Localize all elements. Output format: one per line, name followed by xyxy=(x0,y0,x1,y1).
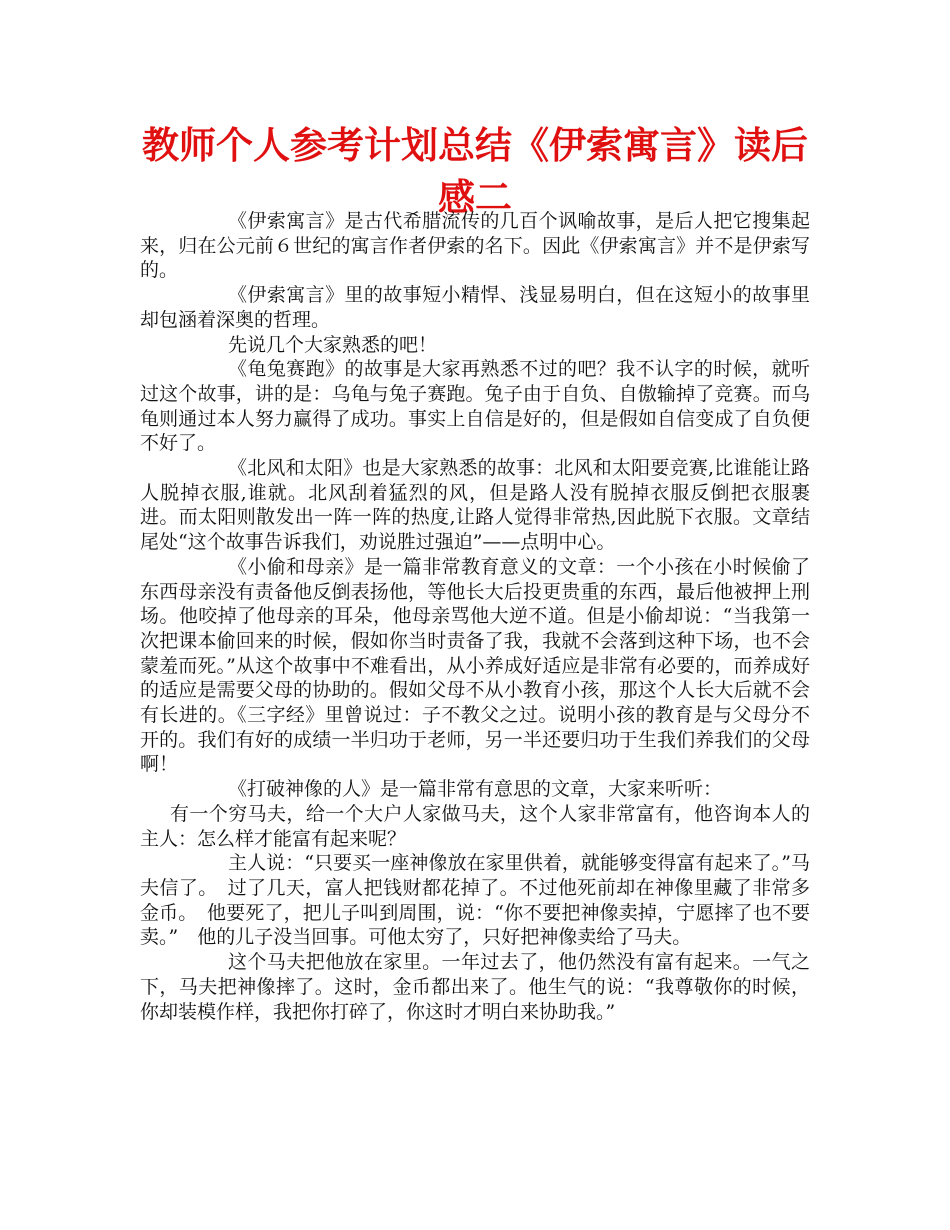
paragraph-north-wind-sun: 《北风和太阳》也是大家熟悉的故事：北风和太阳要竞赛,比谁能让路人脱掉衣服,谁就。北风刮着猛烈的风，但是路人没有脱掉衣服反倒把衣服裹进。而太阳则散发出一阵一阵的热度,让路人觉得非常热,因此脱下衣服。文章结尾处“这个故事告诉我们，劝说胜过强迫”——点明中心。 xyxy=(140,457,810,554)
paragraph-intro: 《伊索寓言》是古代希腊流传的几百个讽喻故事，是后人把它搜集起来，归在公元前６世纪的寓言作者伊索的名下。因此《伊索寓言》并不是伊索写的。 xyxy=(140,210,810,282)
document-body xyxy=(140,209,810,1024)
paragraph-idol-broken: 这个马夫把他放在家里。一年过去了，他仍然没有富有起来。一气之下，马夫把神像摔了。这时，金币都出来了。他生气的说：“我尊敬你的时候，你却装模作样，我把你打碎了，你这时才明白来协助我。” xyxy=(140,951,810,1023)
paragraph-tortoise-hare: 《龟兔赛跑》的故事是大家再熟悉不过的吧？我不认字的时候，就听过这个故事，讲的是：乌龟与兔子赛跑。兔子由于自负、自傲输掉了竞赛。而乌龟则通过本人努力赢得了成功。事实上自信是好的，但是假如自信变成了自负便不好了。 xyxy=(140,358,810,455)
document-title: 教师个人参考计划总结《伊索寓言》读后感二 xyxy=(142,124,808,219)
paragraph-lead-in: 先说几个大家熟悉的吧！ xyxy=(228,333,438,356)
paragraph-summary: 《伊索寓言》里的故事短小精悍、浅显易明白，但在这短小的故事里却包涵着深奥的哲理。 xyxy=(140,284,810,331)
paragraph-master-advice: 主人说：“只要买一座神像放在家里供着，就能够变得富有起来了。”马夫信了。 过了几天，富人把钱财都花掉了。不过他死前却在神像里藏了非常多金币。 他要死了，把儿子叫到周围，说：“你不要把神像卖掉，宁愿摔了也不要卖。” 他的儿子没当回事。可他太穷了，只好把神像卖给了马夫。 xyxy=(140,852,810,949)
paragraph-idol-breaker-intro: 《打破神像的人》是一篇非常有意思的文章，大家来听听： xyxy=(228,778,723,801)
paragraph-poor-groom: 有一个穷马夫，给一个大户人家做马夫，这个人家非常富有，他咨询本人的主人：怎么样才能富有起来呢？ xyxy=(140,802,810,850)
paragraph-thief-mother: 《小偷和母亲》是一篇非常教育意义的文章：一个小孩在小时候偷了东西母亲没有责备他反倒表扬他，等他长大后投更贵重的东西，最后他被押上刑场。他咬掉了他母亲的耳朵，他母亲骂他大逆不道。但是小偷却说：“当我第一次把课本偷回来的时候，假如你当时责备了我，我就不会落到这种下场，也不会蒙羞而死。”从这个故事中不难看出，从小养成好适应是非常有必要的，而养成好的适应是需要父母的协助的。假如父母不从小教育小孩，那这个人长大后就不会有长进的。《三字经》里曾说过：子不教父之过。说明小孩的教育是与父母分不开的。我们有好的成绩一半归功于老师，另一半还要归功于生我们养我们的父母啊！ xyxy=(140,555,810,776)
